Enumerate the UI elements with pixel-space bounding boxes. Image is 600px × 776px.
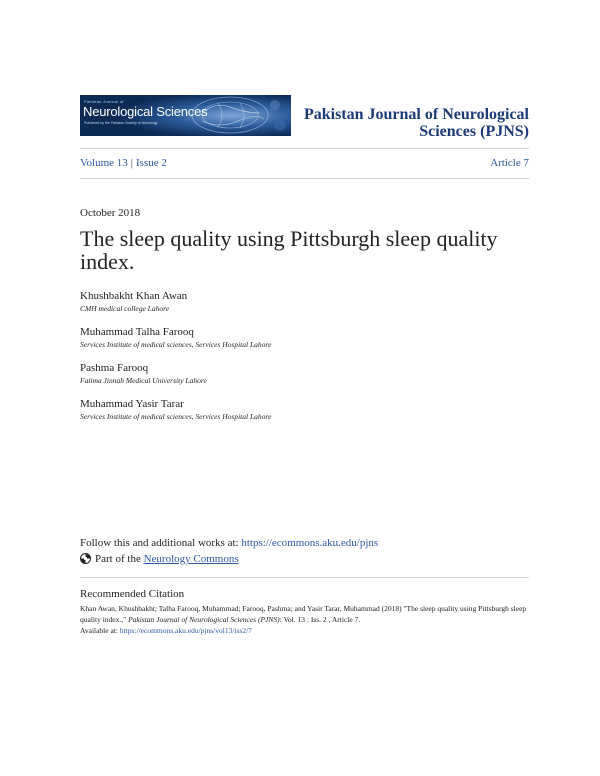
author-affiliation: Services Institute of medical sciences, Services Hospital Lahore — [80, 412, 272, 421]
citation-volume: : Vol. 13 : Iss. 2 , Article 7. — [279, 615, 361, 624]
repository-link[interactable]: https://ecommons.aku.edu/pjns — [241, 537, 379, 549]
part-of-prefix: Part of the — [95, 553, 144, 565]
article-title: The sleep quality using Pittsburgh sleep quality index. — [80, 226, 498, 274]
article-number-link[interactable]: Article 7 — [490, 157, 529, 169]
citation-text — [80, 603, 530, 636]
author-affiliation: Services Institute of medical sciences, Services Hospital Lahore — [80, 340, 272, 349]
author-name[interactable]: Muhammad Yasir Tarar — [80, 398, 184, 410]
breadcrumb-separator: | — [130, 157, 133, 169]
author-name[interactable]: Pashma Farooq — [80, 362, 149, 374]
available-prefix: Available at: — [80, 626, 120, 635]
author-list — [80, 290, 520, 434]
bepress-commons-icon — [80, 553, 91, 564]
available-at — [80, 626, 252, 635]
article-url-link[interactable]: https://ecommons.aku.edu/pjns/vol13/iss2/7 — [119, 626, 252, 635]
follow-line — [80, 537, 378, 549]
issue-bar — [80, 157, 529, 173]
journal-banner-logo[interactable] — [80, 95, 291, 136]
citation-authors: Khan Awan, Khushbakht; Talha Farooq, Muhammad; Farooq, Pashma; and Yasir Tarar, Muhammad (2018) "The sleep quality using Pittsburgh sleep quality index.," — [80, 604, 527, 624]
recommended-citation-heading: Recommended Citation — [80, 588, 185, 600]
banner-kicker: Pakistan Journal of — [84, 99, 124, 104]
author-item — [80, 290, 520, 326]
part-of-line — [80, 553, 239, 565]
author-item — [80, 362, 520, 398]
author-name[interactable]: Muhammad Talha Farooq — [80, 326, 194, 338]
banner-title: Neurological Sciences — [83, 104, 208, 119]
follow-prefix: Follow this and additional works at: — [80, 537, 242, 549]
author-item — [80, 326, 520, 362]
divider — [80, 148, 529, 149]
neurology-commons-link[interactable]: Neurology Commons — [143, 553, 239, 565]
publication-date: October 2018 — [80, 207, 141, 219]
banner-subtitle: Published by the Pakistan Society of Neurology — [84, 121, 158, 125]
author-item — [80, 398, 520, 434]
journal-title[interactable]: Pakistan Journal of Neurological Sciences (PJNS) — [303, 106, 529, 140]
author-name[interactable]: Khushbakht Khan Awan — [80, 290, 188, 302]
author-affiliation: CMH medical college Lahore — [80, 304, 170, 313]
author-affiliation: Fatima Jinnah Medical University Lahore — [80, 376, 207, 385]
issue-link[interactable]: Issue 2 — [135, 157, 167, 169]
divider — [80, 178, 529, 179]
volume-link[interactable]: Volume 13 — [80, 157, 128, 169]
citation-journal: Pakistan Journal of Neurological Sciences (PJNS) — [128, 615, 280, 624]
divider — [80, 577, 529, 578]
issue-breadcrumb — [80, 157, 167, 169]
